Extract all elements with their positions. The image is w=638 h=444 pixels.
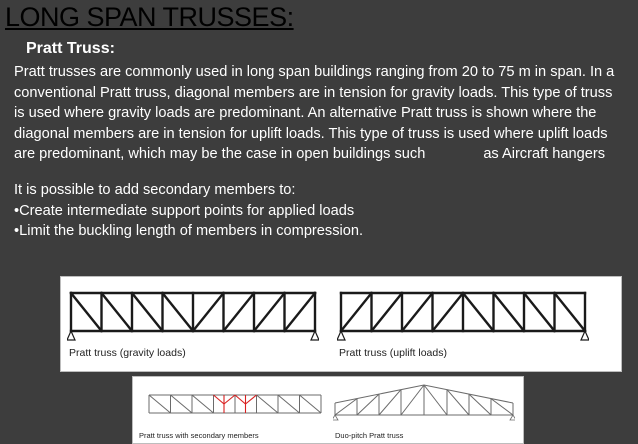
truss-figure-panel-bottom (132, 376, 524, 444)
bullet-item: •Create intermediate support points for applied loads (14, 202, 355, 219)
secondary-truss-caption: Pratt truss with secondary members (139, 431, 259, 440)
section-subtitle: Pratt Truss: (26, 40, 115, 57)
paragraph-line-start: are predominant, which may be the case in open buildings such (14, 146, 426, 162)
gravity-truss-caption: Pratt truss (gravity loads) (69, 347, 186, 359)
pratt-truss-uplift-diagram (337, 287, 589, 347)
paragraph-line-end: as Aircraft hangers (483, 146, 605, 162)
pratt-truss-secondary-diagram (147, 391, 323, 421)
duo-pitch-pratt-truss-diagram (333, 381, 515, 423)
paragraph-line: Pratt trusses are commonly used in long span buildings ranging from 20 to 75 m in span. In a (14, 64, 615, 80)
list-intro: It is possible to add secondary members to: (14, 182, 296, 198)
slide-title: LONG SPAN TRUSSES: (5, 2, 294, 32)
paragraph-line: diagonal members are in tension for uplift loads. This type of truss is used where uplift loads (14, 125, 608, 142)
bullet-item: •Limit the buckling length of members in compression. (14, 223, 364, 239)
duo-pitch-truss-caption: Duo-pitch Pratt truss (335, 431, 404, 440)
uplift-truss-caption: Pratt truss (uplift loads) (339, 347, 447, 359)
paragraph-line (14, 144, 634, 165)
secondary-members-list (14, 180, 614, 242)
paragraph-line: conventional Pratt truss, diagonal members are in tension for gravity loads. This type of truss (14, 84, 613, 101)
description-paragraph (14, 62, 634, 165)
paragraph-line: is used where gravity loads are predominant. An alternative Pratt truss is shown where the (14, 105, 597, 121)
pratt-truss-gravity-diagram (67, 287, 319, 347)
truss-figure-panel-top (60, 276, 622, 372)
